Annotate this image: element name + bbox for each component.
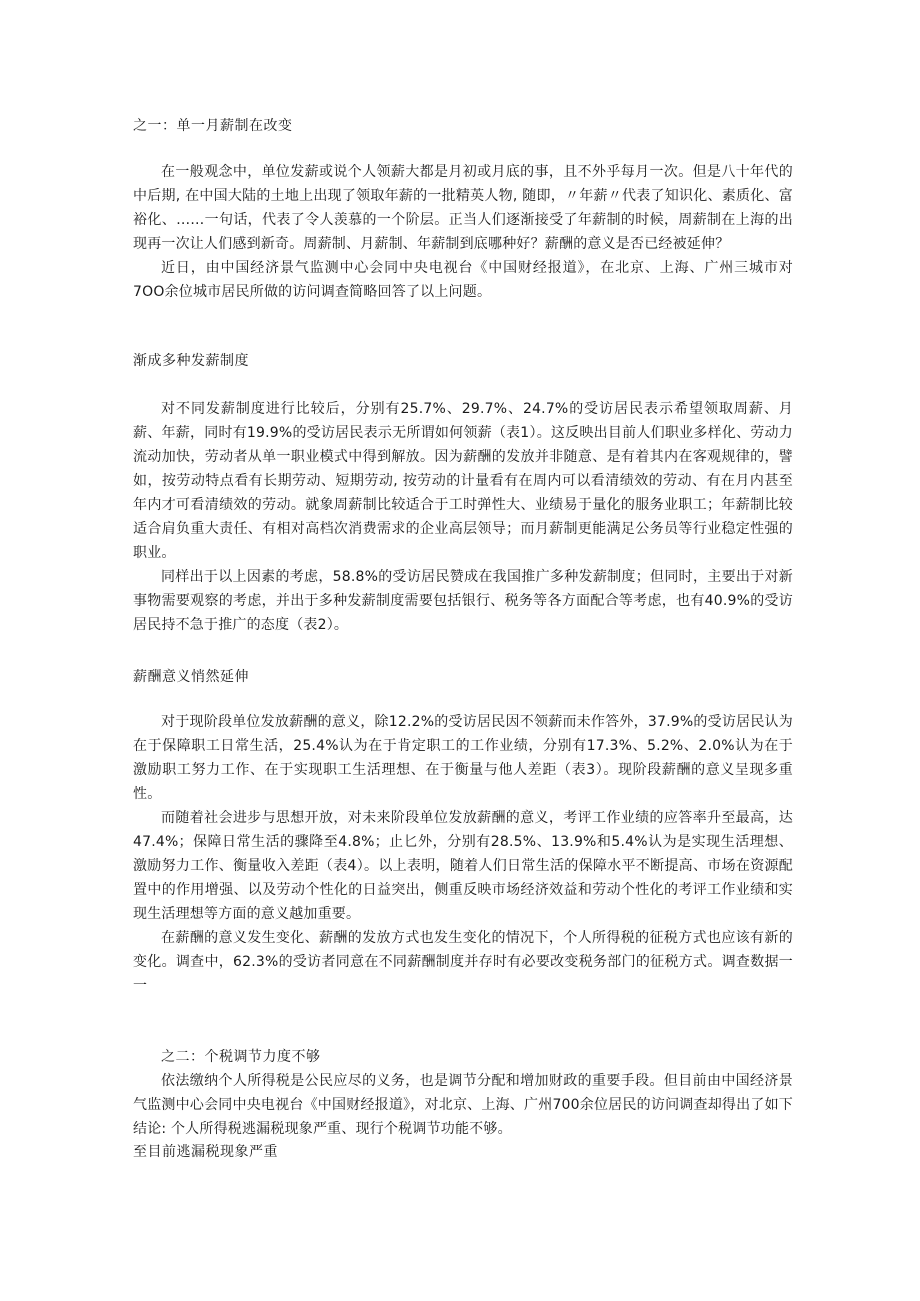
section5-heading: 至目前逃漏税现象严重 (133, 1144, 278, 1160)
section2-paragraph-1: 对不同发薪制度进行比较后，分别有25.7%、29.7%、24.7%的受访居民表示希望领取周薪、月薪、年薪，同时有19.9%的受访居民表示无所谓如何领薪（表1）。这反映出目前人们职业多样化、劳动力流动加快，劳动者从单一职业模式中得到解放。因为薪酬的发放并非随意、是有着其内在客观规律的，譬如，按劳动特点看有长期劳动、短期劳动, 按劳动的计量看有在周内可以看清绩效的劳动、有在月内甚至年内才可看清绩效的劳动。就象周薪制比较适合于工时弹性大、业绩易于量化的服务业职工；年薪制比较适合肩负重大责任、有相对高档次消费需求的企业高层领导；而月薪制更能满足公务员等行业稳定性强的职业。 (133, 401, 793, 561)
section3-paragraph-1: 对于现阶段单位发放薪酬的意义，除12.2%的受访居民因不领薪而未作答外，37.9%的受访居民认为在于保障职工日常生活，25.4%认为在于肯定职工的工作业绩，分别有17.3%、5.2%、2.0%认为在于激励职工努力工作、在于实现职工生活理想、在于衡量与他人差距（表3）。现阶段薪酬的意义呈现多重性。 (133, 714, 793, 802)
section1-paragraph-1: 在一般观念中，单位发薪或说个人领薪大都是月初或月底的事，且不外乎每月一次。但是八十年代的中后期, 在中国大陆的土地上出现了领取年薪的一批精英人物, 随即，〃年薪〃代表了知识化、素质化、富裕化、……一句话，代表了令人羡慕的一个阶层。正当人们逐渐接受了年薪制的时候，周薪制在上海的出现再一次让人们感到新奇。周薪制、月薪制、年薪制到底哪种好？薪酬的意义是否已经被延伸？ (133, 164, 793, 252)
section1-body (133, 160, 793, 304)
section2-heading: 渐成多种发薪制度 (133, 353, 249, 369)
section3-heading: 薪酬意义悄然延伸 (133, 669, 249, 685)
section2-body (133, 397, 793, 637)
section2-paragraph-2: 同样出于以上因素的考虑，58.8%的受访居民赞成在我国推广多种发薪制度；但同时，主要出于对新事物需要观察的考虑，并出于多种发薪制度需要包括银行、税务等各方面配合等考虑，也有40.9%的受访居民持不急于推广的态度（表2）。 (133, 569, 793, 633)
section4-body (133, 1069, 793, 1141)
section3-paragraph-3: 在薪酬的意义发生变化、薪酬的发放方式也发生变化的情况下，个人所得税的征税方式也应该有新的变化。调查中，62.3%的受访者同意在不同薪酬制度并存时有必要改变税务部门的征税方式。调查数据一一 (133, 930, 793, 994)
section3-body (133, 710, 793, 998)
section4-heading: 之二：个税调节力度不够 (161, 1049, 321, 1065)
section1-paragraph-2: 近日，由中国经济景气监测中心会同中央电视台《中国财经报道》，在北京、上海、广州三城市对7OO余位城市居民所做的访问调查简略回答了以上问题。 (133, 260, 793, 300)
section4-paragraph-1: 依法缴纳个人所得税是公民应尽的义务，也是调节分配和增加财政的重要手段。但目前由中国经济景气监测中心会同中央电视台《中国财经报道》，对北京、上海、广州700余位居民的访问调查却得出了如下结论: 个人所得税逃漏税现象严重、现行个税调节功能不够。 (133, 1073, 793, 1137)
section1-heading: 之一：单一月薪制在改变 (133, 118, 293, 134)
section3-paragraph-2: 而随着社会进步与思想开放，对未来阶段单位发放薪酬的意义，考评工作业绩的应答率升至最高，达47.4%；保障日常生活的骤降至4.8%；止匕外，分别有28.5%、13.9%和5.4%认为是实现生活理想、激励努力工作、衡量收入差距（表4）。以上表明，随着人们日常生活的保障水平不断提高、市场在资源配置中的作用增强、以及劳动个性化的日益突出，侧重反映市场经济效益和劳动个性化的考评工作业绩和实现生活理想等方面的意义越加重要。 (133, 810, 793, 922)
